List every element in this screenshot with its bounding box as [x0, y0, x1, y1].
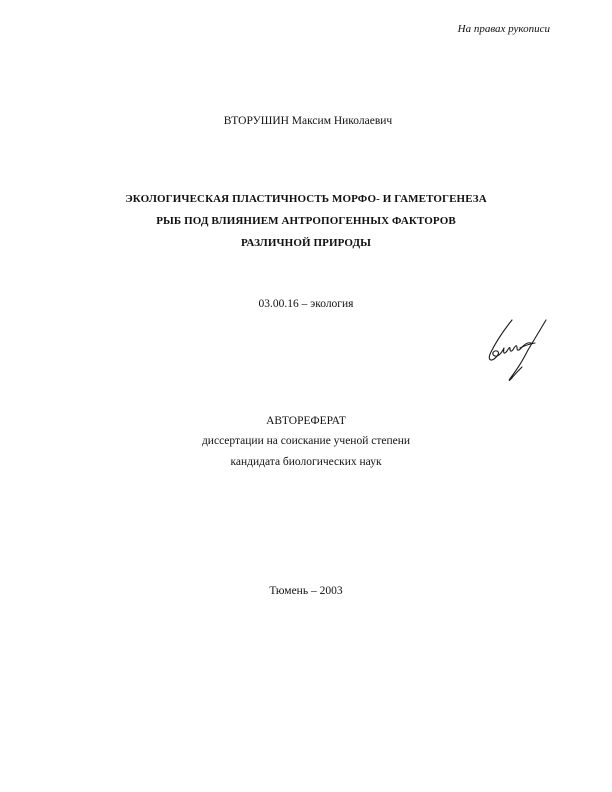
author-name: ВТОРУШИН Максим Николаевич [223, 115, 393, 127]
degree-description-line-2: кандидата биологических наук [230, 456, 382, 468]
title-line-2: РЫБ ПОД ВЛИЯНИЕМ АНТРОПОГЕННЫХ ФАКТОРОВ [156, 215, 456, 227]
title-line-3: РАЗЛИЧНОЙ ПРИРОДЫ [240, 237, 372, 249]
degree-description-line-1: диссертации на соискание ученой степени [201, 435, 411, 447]
handwritten-signature-icon [482, 318, 552, 384]
title-line-1: ЭКОЛОГИЧЕСКАЯ ПЛАСТИЧНОСТЬ МОРФО- И ГАМЕТОГЕНЕЗА [125, 193, 487, 205]
abstract-label: АВТОРЕФЕРАТ [266, 415, 346, 427]
specialty-code: 03.00.16 – экология [258, 298, 354, 310]
rights-note: На правах рукописи [457, 23, 550, 35]
place-and-year: Тюмень – 2003 [269, 585, 343, 597]
